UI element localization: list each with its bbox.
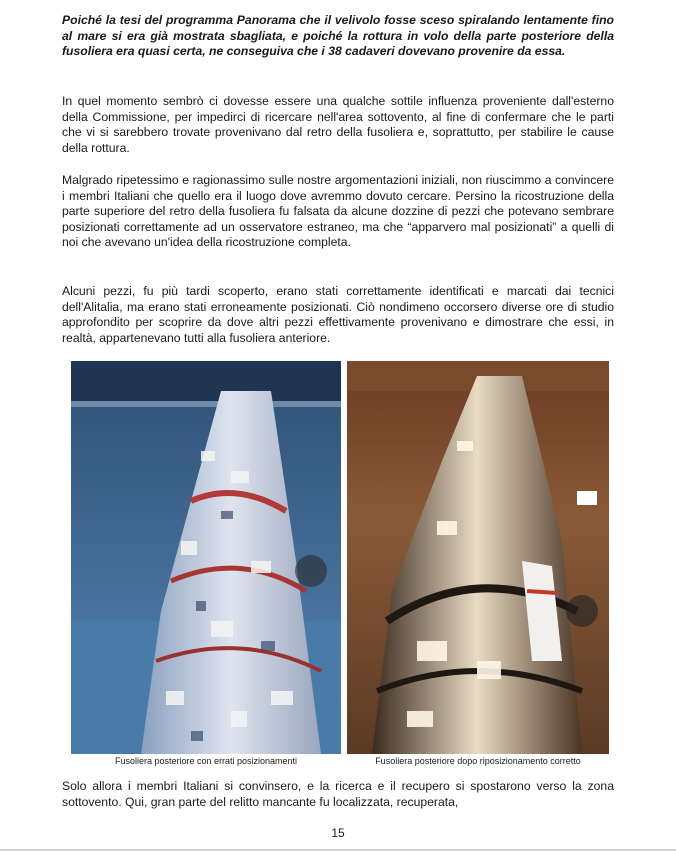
figure-caption-right: Fusoliera posteriore dopo riposizionamento corretto [375,756,581,766]
body-paragraph-1: In quel momento sembrò ci dovesse essere una qualche sottile influenza proveniente dall'esterno della Commissione, per impedirci di ricercare nell'area sottovento, al fine di confermare che le parti che vi si sarebbero trovate provenivano dal retro della fusoliera e, soprattutto, per stabilire le cause della rottura. [62,94,614,155]
body-paragraph-3: Alcuni pezzi, fu più tardi scoperto, erano stati correttamente identificati e marcati dai tecnici dell'Alitalia, ma erano stati erroneamente posizionati. Ciò nondimeno occorsero diverse ore di studio approfondito per scoprire da dove altri pezzi effettivamente provenivano e dimostrare che essi, in realtà, appartenevano tutti alla fusoliera anteriore. [62,284,614,345]
body-paragraph-4: Solo allora i membri Italiani si convinsero, e la ricerca e il recupero si spostarono verso la zona sottovento. Qui, gran parte del relitto mancante fu localizzata, recuperata, [62,779,614,809]
figure-caption-left: Fusoliera posteriore con errati posizionamenti [114,756,298,766]
fuselage-photo-before [71,361,341,754]
page-number: 15 [331,826,345,840]
body-paragraph-2: Malgrado ripetessimo e ragionassimo sulle nostre argomentazioni iniziali, non riuscimmo a convincere i membri Italiani che quello era il luogo dove avremmo dovuto cercare. Persino la ricostruzione della parte superiore del retro della fusoliera fu falsata da alcune dozzine di pezzi che potevano sembrare posizionati correttamente ad un osservatore estraneo, ma che “apparvero mal posizionati” a quelli di noi che avevano un'idea della ricostruzione completa. [62,173,614,250]
fuselage-photo-after [347,361,609,754]
lead-paragraph: Poiché la tesi del programma Panorama che il velivolo fosse sceso spiralando lentamente fino al mare si era già mostrata sbagliata, e poiché la rottura in volo della parte posteriore della fusoliera era quasi certa, ne conseguiva che i 38 cadaveri dovevano provenire da essa. [62,13,614,59]
